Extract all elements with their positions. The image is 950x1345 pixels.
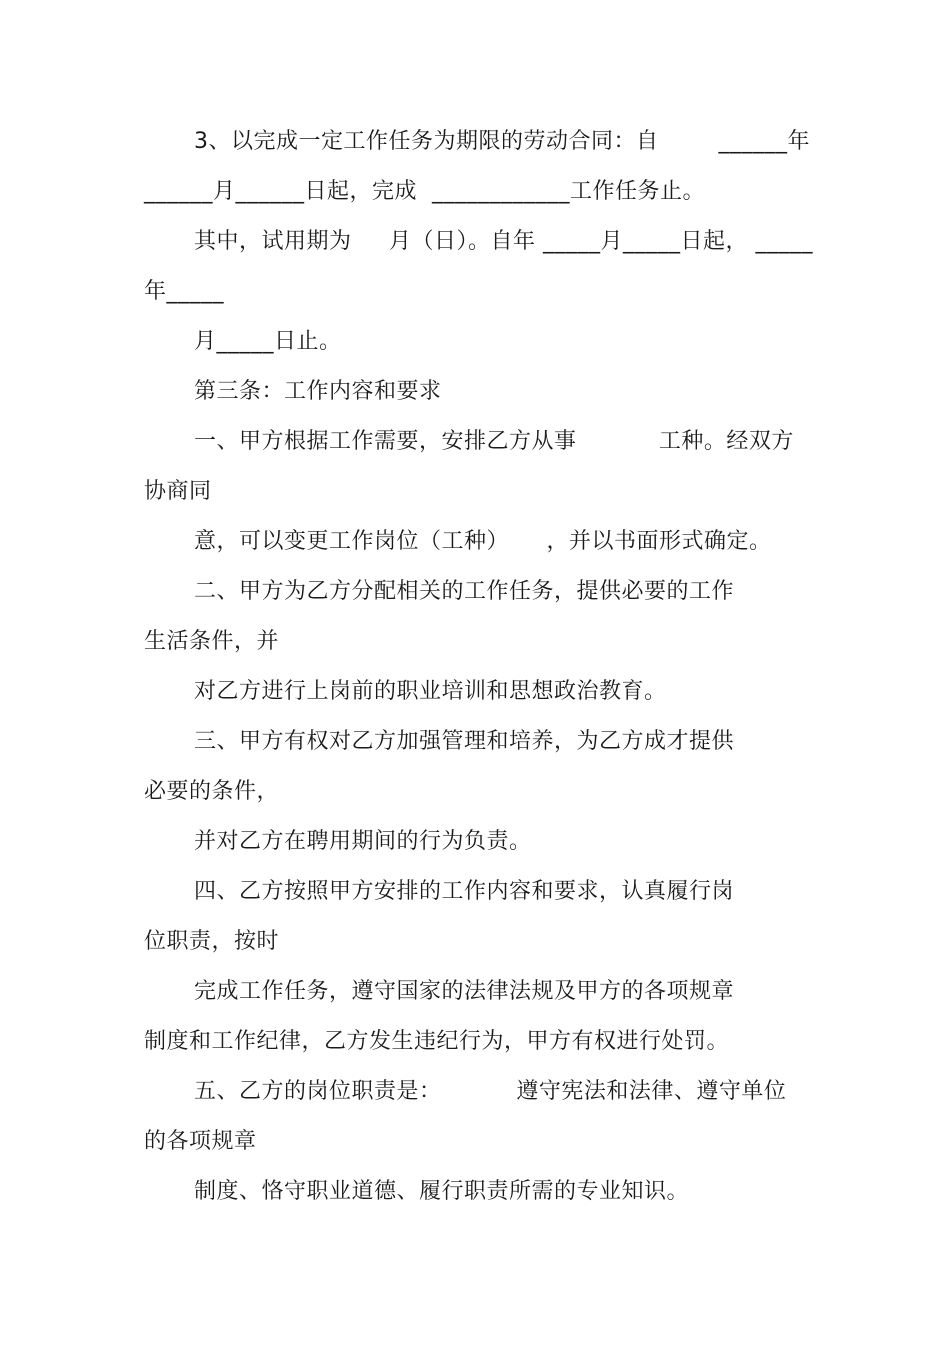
text-line: 并对乙方在聘用期间的行为负责。 (194, 829, 532, 854)
text-line: 月_____日止。 (194, 329, 342, 354)
text-line: 的各项规章 (144, 1129, 257, 1154)
text-line: 其中，试用期为 月（日）。自年 _____月_____日起， _____ (194, 229, 813, 254)
text-line: 必要的条件， (144, 779, 280, 804)
text-line: 制度、恪守职业道德、履行职责所需的专业知识。 (194, 1179, 690, 1204)
text-line: 意，可以变更工作岗位（工种） ，并以书面形式确定。 (194, 529, 772, 554)
text-line: 协商同 (144, 479, 212, 504)
text-line: 四、乙方按照甲方安排的工作内容和要求，认真履行岗 (194, 879, 735, 904)
section-heading: 第三条：工作内容和要求 (194, 379, 442, 404)
text-line: 生活条件，并 (144, 629, 280, 654)
text-line: 年_____ (144, 279, 225, 304)
text-line: ______月______日起，完成 ____________工作任务止。 (144, 179, 705, 204)
text-line: 位职责，按时 (144, 929, 280, 954)
text-line: 制度和工作纪律，乙方发生违纪行为，甲方有权进行处罚。 (144, 1029, 730, 1054)
text-line: 三、甲方有权对乙方加强管理和培养，为乙方成才提供 (194, 729, 735, 754)
text-line: 二、甲方为乙方分配相关的工作任务，提供必要的工作 (194, 579, 735, 604)
text-line: 3、以完成一定工作任务为期限的劳动合同：自 ______年 (194, 129, 810, 154)
text-line: 完成工作任务，遵守国家的法律法规及甲方的各项规章 (194, 979, 735, 1004)
text-line: 一、甲方根据工作需要，安排乙方从事 工种。经双方 (194, 429, 794, 454)
text-line: 对乙方进行上岗前的职业培训和思想政治教育。 (194, 679, 667, 704)
text-line: 五、乙方的岗位职责是： 遵守宪法和法律、遵守单位 (194, 1079, 787, 1104)
